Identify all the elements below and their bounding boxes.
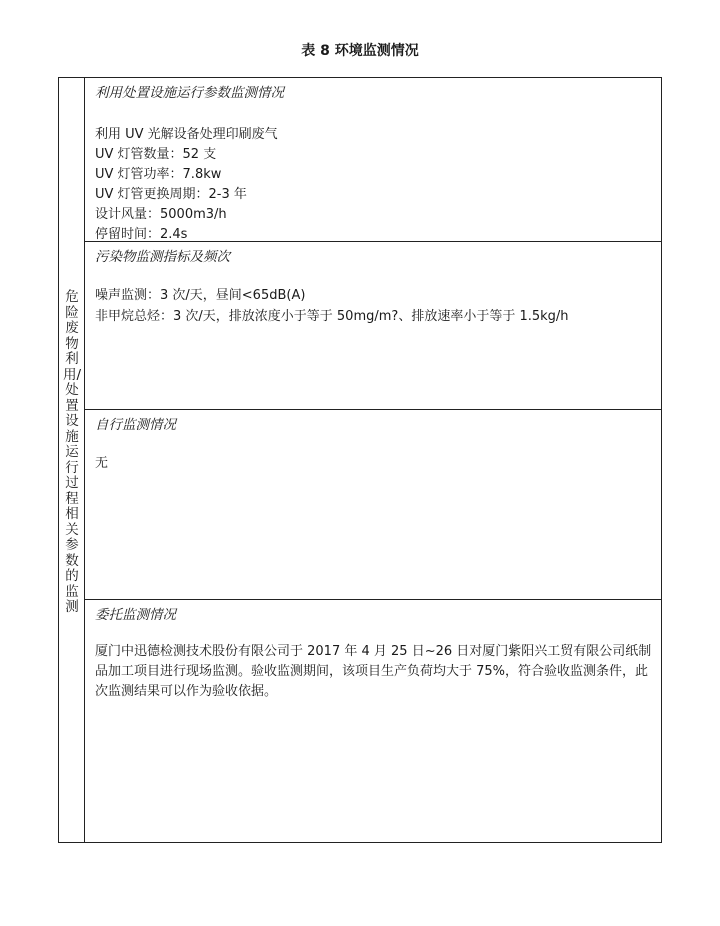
section-heading: 污染物监测指标及频次 (95, 249, 230, 265)
monitoring-table (58, 77, 662, 843)
table-title: 表 8 环境监测情况 (301, 43, 419, 59)
section-heading: 利用处置设施运行参数监测情况 (95, 85, 284, 101)
param-line: UV 灯管功率：7.8kw (95, 167, 222, 182)
entrusted-monitoring-text: 厦门中迅德检测技术股份有限公司于 2017 年 4 月 25 日~26 日对厦门紫阳兴工贸有限公司纸制品加工项目进行现场监测。验收监测期间，该项目生产负荷均大于 75%，符合验收监测条件，此次监测结果可以作为验收依据。 (95, 644, 652, 699)
param-line: UV 灯管更换周期：2-3 年 (95, 187, 247, 202)
section-entrusted-monitoring (85, 600, 661, 844)
self-monitoring-text: 无 (95, 456, 109, 471)
param-line: 利用 UV 光解设备处理印刷废气 (95, 127, 278, 142)
section-operating-params (85, 78, 661, 242)
section-self-monitoring (85, 410, 661, 600)
left-header-cell (59, 78, 85, 842)
section-heading: 委托监测情况 (95, 607, 176, 623)
content-column (85, 78, 661, 842)
section-heading: 自行监测情况 (95, 417, 176, 433)
indicator-line: 非甲烷总烃：3 次/天，排放浓度小于等于 50mg/m?、排放速率小于等于 1.5kg/h (95, 309, 569, 324)
indicator-line: 噪声监测：3 次/天，昼间<65dB(A) (95, 288, 306, 303)
param-line: 设计风量：5000m3/h (95, 207, 227, 222)
param-line: UV 灯管数量：52 支 (95, 147, 217, 162)
param-line: 停留时间：2.4s (95, 227, 188, 242)
left-header-label: 危险废物利用/处置设施运行过程相关参数的监测 (62, 289, 82, 615)
section-pollutant-indicators (85, 242, 661, 410)
